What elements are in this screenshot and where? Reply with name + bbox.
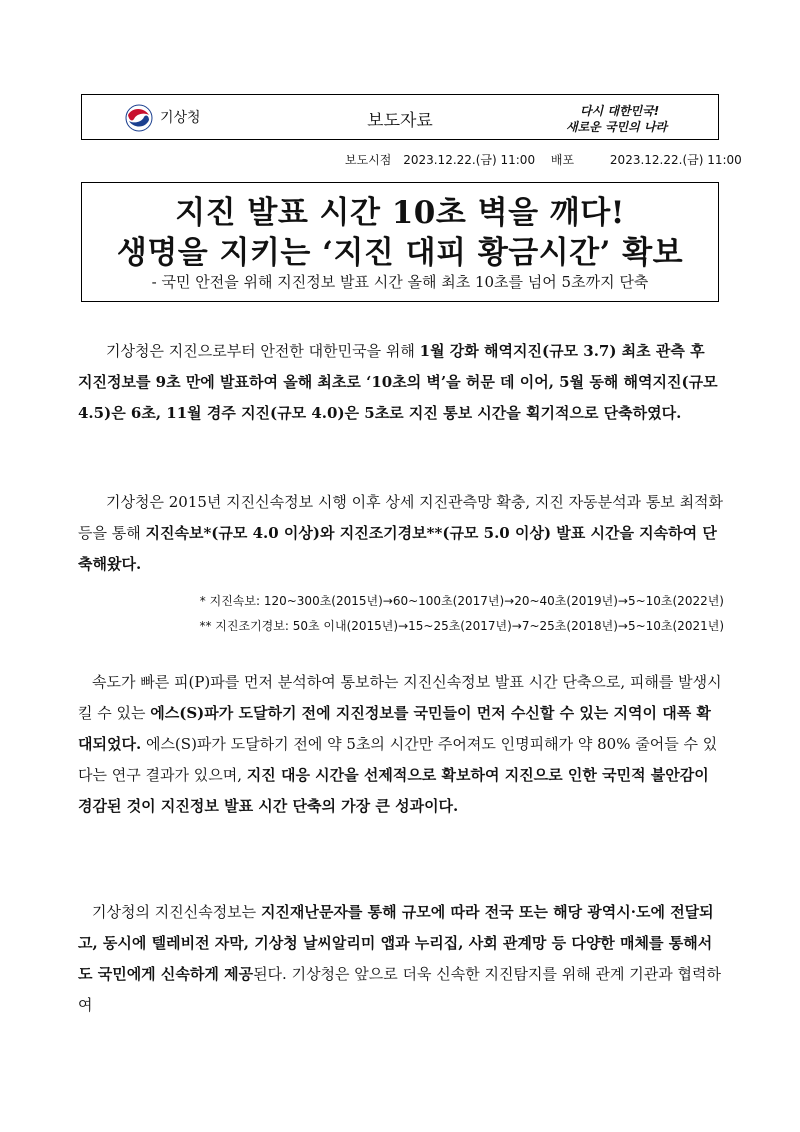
paragraph-3 bbox=[78, 667, 724, 822]
org-name: 기상청 bbox=[160, 110, 201, 126]
footnote-2: ** 지진조기경보: 50초 이내(2015년)→15~25초(2017년)→7~25초(2018년)→5~10초(2021년) bbox=[199, 619, 724, 633]
p2-seg-1: 지진속보*(규모 4.0 이상)와 지진조기경보**(규모 5.0 이상) 발표 시간을 지속하여 단축해왔다. bbox=[78, 524, 717, 573]
release-dates bbox=[345, 151, 742, 168]
slogan-calligraphy bbox=[558, 101, 698, 135]
p3-seg-3: 지진 대응 시간을 선제적으로 확보하여 지진으로 인한 국민적 불안감이 경감된 것이 지진정보 발표 시간 단축의 가장 큰 성과이다. bbox=[78, 766, 709, 815]
headline-line1: 지진 발표 시간 10초 벽을 깨다! bbox=[175, 195, 625, 231]
p3-seg-0: 속도가 빠른 피(P)파를 먼저 분석하여 통보하는 지진신속정보 발표 시간 단축으로, 피해를 발생시킬 수 있는 bbox=[78, 673, 722, 722]
p1-seg-0: 기상청은 지진으로부터 안전한 대한민국을 위해 bbox=[106, 342, 420, 360]
document-type: 보도자료 bbox=[367, 111, 433, 131]
p2-seg-0: 기상청은 2015년 지진신속정보 시행 이후 상세 지진관측망 확충, 지진 자동분석과 통보 최적화 등을 통해 bbox=[78, 493, 724, 542]
p4-seg-1: 지진재난문자를 통해 규모에 따라 전국 또는 해당 광역시·도에 전달되고, 동시에 텔레비전 자막, 기상청 날씨알리미 앱과 누리집, 사회 관계망 등 다양한 매체를 통해서도 국민에게 신속하게 제공 bbox=[78, 903, 714, 983]
p4-seg-2: 된다. 기상청은 앞으로 더욱 신속한 지진탐지를 위해 관계 기관과 협력하여 bbox=[78, 965, 721, 1014]
report-time-value: 2023.12.22.(금) 11:00 bbox=[403, 153, 536, 167]
paragraph-2 bbox=[78, 487, 724, 580]
slogan-line1: 다시 대한민국! bbox=[580, 104, 660, 118]
subheadline: - 국민 안전을 위해 지진정보 발표 시간 올해 최초 10초를 넘어 5초까지 단축 bbox=[151, 273, 649, 291]
p4-seg-0: 기상청의 지진신속정보는 bbox=[92, 903, 261, 921]
paragraph-4 bbox=[78, 897, 724, 1021]
headline-line2: 생명을 지키는 ‘지진 대피 황금시간’ 확보 bbox=[116, 235, 684, 271]
report-time-label: 보도시점 bbox=[345, 153, 392, 167]
distribution-label: 배포 bbox=[550, 153, 575, 167]
header-box bbox=[81, 94, 719, 140]
footnote-1: * 지진속보: 120~300초(2015년)→60~100초(2017년)→20~40초(2019년)→5~10초(2022년) bbox=[199, 594, 724, 608]
title-box bbox=[81, 182, 719, 302]
slogan-line2: 새로운 국민의 나라 bbox=[566, 120, 668, 134]
paragraph-1 bbox=[78, 336, 724, 429]
p3-seg-1: 에스(S)파가 도달하기 전에 지진정보를 국민들이 먼저 수신할 수 있는 지역이 대폭 확대되었다. bbox=[78, 704, 711, 753]
p1-seg-1: 1월 강화 해역지진(규모 3.7) 최초 관측 후 지진정보를 9초 만에 발표하여 올해 최초로 ‘10초의 벽’을 허문 데 이어, 5월 동해 해역지진(규모 4.5)은 6초, 11월 경주 지진(규모 4.0)은 5초로 지진 통보 시간을 획기적으로 단축하였다. bbox=[78, 342, 718, 422]
distribution-value: 2023.12.22.(금) 11:00 bbox=[609, 153, 742, 167]
p3-seg-2: 에스(S)파가 도달하기 전에 약 5초의 시간만 주어져도 인명피해가 약 80% 줄어들 수 있다는 연구 결과가 있으며, bbox=[78, 735, 718, 784]
